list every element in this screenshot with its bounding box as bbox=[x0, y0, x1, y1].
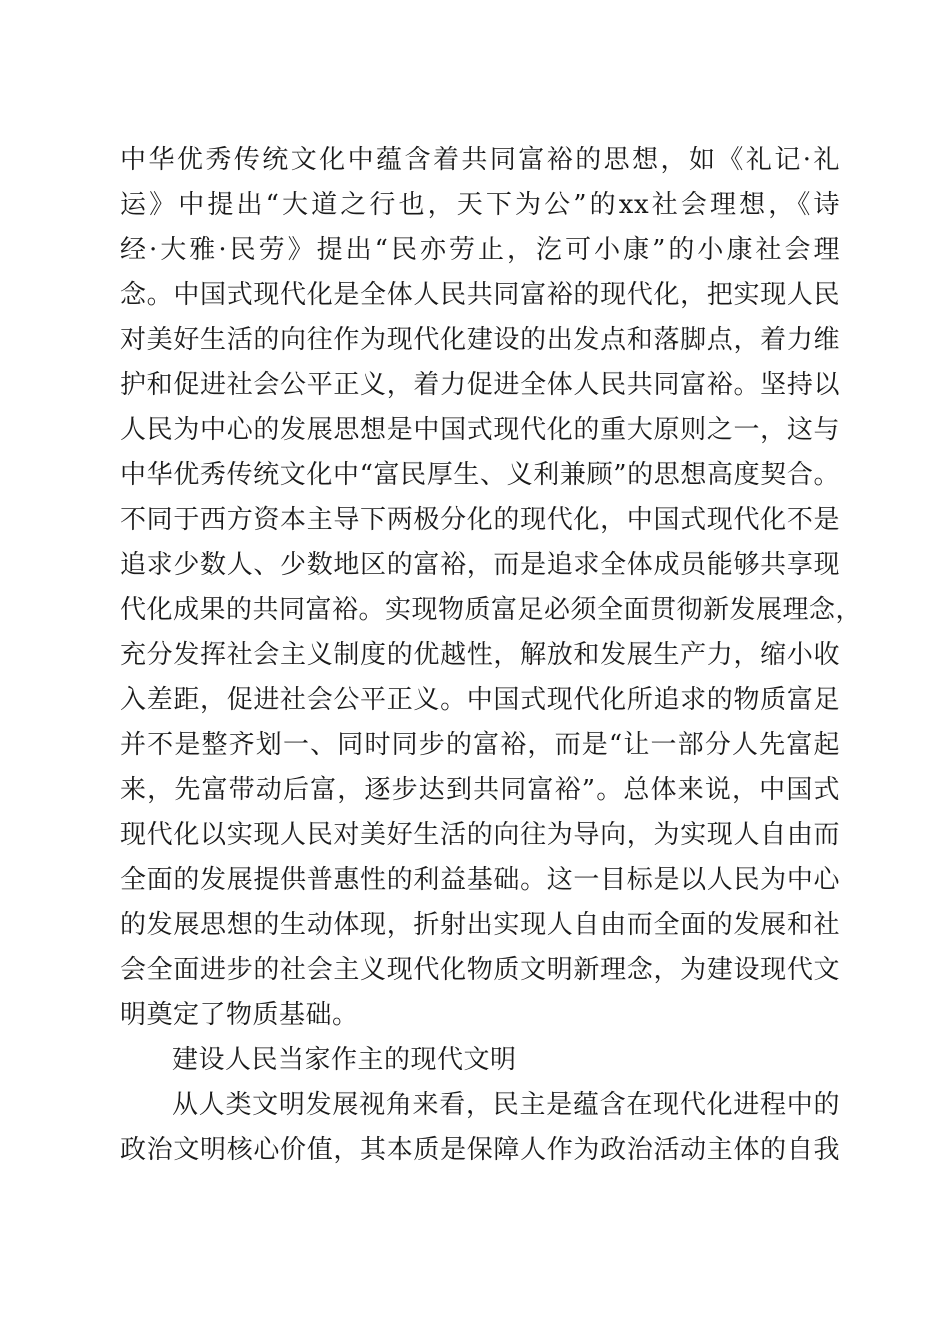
text-line: 并不是整齐划一、同时同步的富裕，而是“让一部分人先富起 bbox=[120, 730, 840, 760]
text-line: 来，先富带动后富，逐步达到共同富裕”。总体来说，中国式 bbox=[120, 775, 840, 805]
text-line: 中华优秀传统文化中“富民厚生、义利兼顾”的思想高度契合。 bbox=[120, 460, 840, 490]
text-line: 入差距，促进社会公平正义。中国式现代化所追求的物质富足 bbox=[120, 685, 840, 715]
text-line: 的发展思想的生动体现，折射出实现人自由而全面的发展和社 bbox=[120, 910, 840, 940]
text-line: 念。中国式现代化是全体人民共同富裕的现代化，把实现人民 bbox=[120, 280, 840, 310]
text-line: 护和促进社会公平正义，着力促进全体人民共同富裕。坚持以 bbox=[120, 370, 840, 400]
text-line: 不同于西方资本主导下两极分化的现代化，中国式现代化不是 bbox=[120, 505, 840, 535]
text-line: 对美好生活的向往作为现代化建设的出发点和落脚点，着力维 bbox=[120, 325, 840, 355]
text-line: 充分发挥社会主义制度的优越性，解放和发展生产力，缩小收 bbox=[120, 640, 840, 670]
text-line: 人民为中心的发展思想是中国式现代化的重大原则之一，这与 bbox=[120, 415, 840, 445]
text-line: 从人类文明发展视角来看，民主是蕴含在现代化进程中的 bbox=[172, 1090, 840, 1120]
text-line: 现代化以实现人民对美好生活的向往为导向，为实现人自由而 bbox=[120, 820, 840, 850]
text-line: 代化成果的共同富裕。实现物质富足必须全面贯彻新发展理念， bbox=[120, 595, 863, 625]
text-line: 中华优秀传统文化中蕴含着共同富裕的思想，如《礼记·礼 bbox=[120, 145, 840, 175]
text-line: 政治文明核心价值，其本质是保障人作为政治活动主体的自我 bbox=[120, 1135, 840, 1165]
text-line: 运》中提出“大道之行也，天下为公”的xx社会理想，《诗 bbox=[120, 190, 840, 220]
text-line: 全面的发展提供普惠性的利益基础。这一目标是以人民为中心 bbox=[120, 865, 840, 895]
text-line: 会全面进步的社会主义现代化物质文明新理念，为建设现代文 bbox=[120, 955, 840, 985]
document-body bbox=[120, 138, 863, 1173]
text-line: 追求少数人、少数地区的富裕，而是追求全体成员能够共享现 bbox=[120, 550, 840, 580]
text-line: 明奠定了物质基础。 bbox=[120, 1000, 359, 1030]
text-line: 经·大雅·民劳》提出“民亦劳止，汔可小康”的小康社会理 bbox=[120, 235, 840, 265]
section-heading: 建设人民当家作主的现代文明 bbox=[172, 1045, 517, 1075]
